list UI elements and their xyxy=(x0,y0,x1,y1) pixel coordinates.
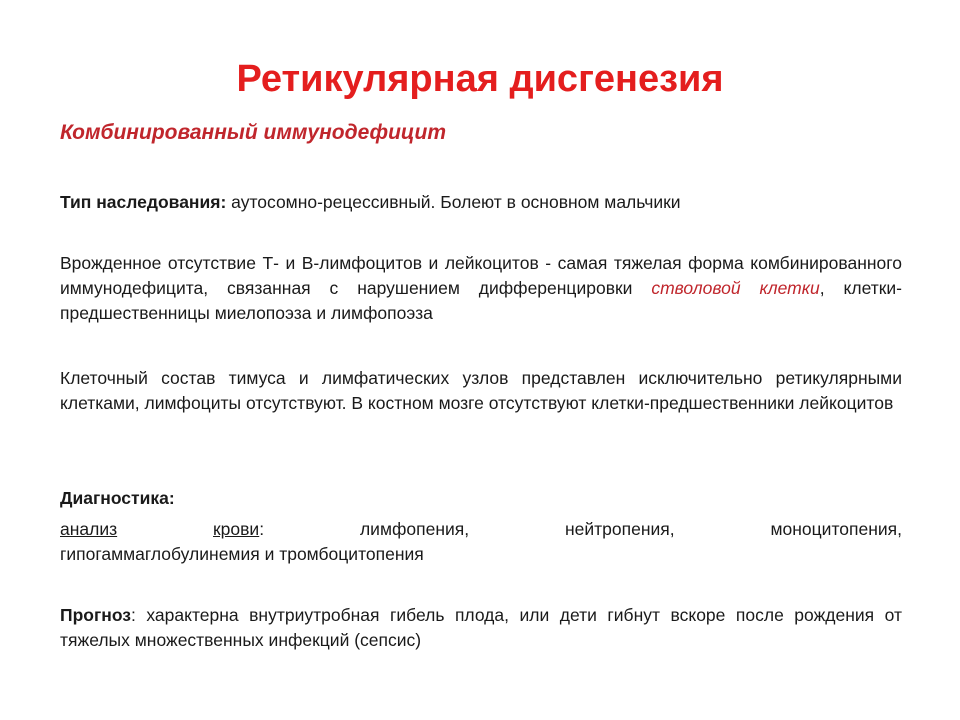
cellular-paragraph: Клеточный состав тимуса и лимфатических узлов представлен исключительно ретикулярными клетками, лимфоциты отсутствуют. В костном мозге отсутствуют клетки-предшественники лейкоцитов xyxy=(60,368,902,413)
diag-word-monocytopenia: моноцитопения, xyxy=(770,519,902,539)
diag-word-blood: крови xyxy=(213,519,260,539)
prognosis-paragraph xyxy=(60,603,902,653)
diag-word-colon: : xyxy=(259,519,265,539)
inheritance-paragraph xyxy=(60,190,902,215)
diag-word-blood-group xyxy=(213,517,264,542)
diagnostics-line-1 xyxy=(60,517,902,542)
diag-word-neutropenia: нейтропения, xyxy=(564,519,675,539)
prognosis-text: : характерна внутриутробная гибель плода, или дети гибнут вскоре после рождения от тяжелых множественных инфекций (сепсис) xyxy=(60,605,902,650)
congenital-paragraph xyxy=(60,251,902,326)
congenital-text-before: Врожденное отсутствие Т- и В-лимфоцитов и лейкоцитов - самая тяжелая форма комбинированного иммунодефицита, связанная с нарушением дифференцировки xyxy=(60,253,902,298)
inheritance-label: Тип наследования: xyxy=(60,192,227,212)
diagnostics-paragraph xyxy=(60,517,902,567)
inheritance-text: аутосомно-рецессивный. Болеют в основном мальчики xyxy=(226,192,681,212)
slide-title: Ретикулярная дисгенезия xyxy=(236,58,724,101)
slide-subtitle: Комбинированный иммунодефицит xyxy=(60,121,446,144)
diag-word-analysis: анализ xyxy=(60,519,118,539)
diagnostics-title: Диагностика: xyxy=(60,488,175,508)
diag-word-lymphopenia: лимфопения, xyxy=(359,519,470,539)
congenital-text-after: , клетки-предшественницы миелопоэза и лимфопоэза xyxy=(60,278,902,323)
prognosis-label: Прогноз xyxy=(60,605,131,625)
diagnostics-line-2: гипогаммаглобулинемия и тромбоцитопения xyxy=(60,544,424,564)
stem-cell-highlight: стволовой клетки xyxy=(651,278,820,298)
